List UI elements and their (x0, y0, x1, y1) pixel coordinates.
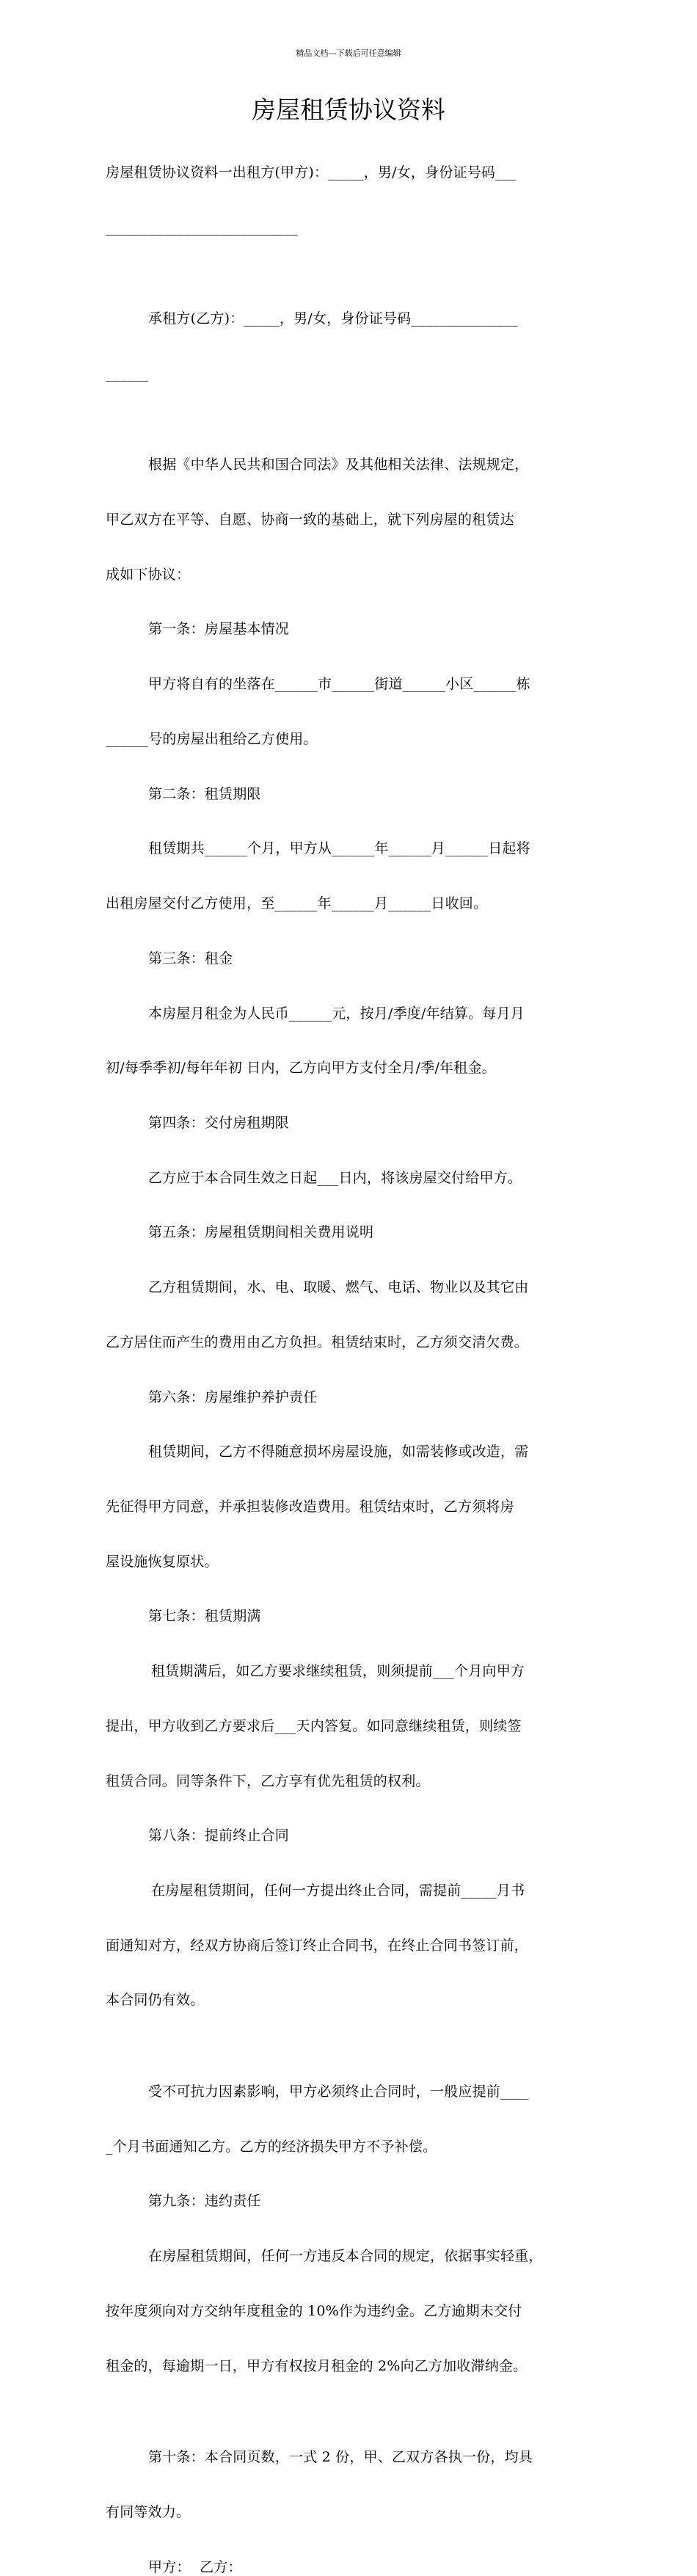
article-5-body (106, 1242, 596, 1388)
text-line: 初/每季季初/每年年初 日内，乙方向甲方支付全月/季/年租金。 (106, 1060, 496, 1077)
article-5-heading: 第五条：房屋租赁期间相关费用说明 (148, 1224, 374, 1241)
article-6-body (106, 1406, 596, 1607)
text-line: 甲乙双方在平等、自愿、协商一致的基础上，就下列房屋的租赁达 (106, 512, 514, 528)
text-line: 根据《中华人民共和国合同法》及其他相关法律、法规规定， (148, 456, 529, 473)
text-line: 租赁期间，乙方不得随意损坏房屋设施，如需装修或改造，需 (148, 1444, 529, 1460)
text-line: 在房屋租赁期间，任何一方违反本合同的规定，依据事实轻重， (148, 2248, 543, 2265)
text-line: 有同等效力。 (106, 2503, 191, 2520)
text-line: ______ (106, 365, 149, 382)
text-line: 乙方居住而产生的费用由乙方负担。租赁结束时，乙方须交清欠费。 (106, 1334, 529, 1350)
text-line: 成如下协议： (106, 566, 191, 583)
text-line: 租赁合同。同等条件下，乙方享有优先租赁的权利。 (106, 1772, 430, 1789)
text-line: 乙方租赁期间，水、电、取暖、燃气、电话、物业以及其它由 (148, 1279, 529, 1296)
text-line: 在房屋租赁期间，任何一方提出终止合同，需提前_____月书 (151, 1882, 525, 1899)
text-line: 本房屋月租金为人民币______元，按月/季度/年结算。每月月 (148, 1005, 525, 1022)
text-line: 屋设施恢复原状。 (106, 1553, 219, 1570)
text-line: 租金的，每逾期一日，甲方有权按月租金的 2%向乙方加收滞纳金。 (106, 2357, 528, 2374)
article-2-heading: 第二条：租赁期限 (148, 785, 261, 802)
article-9-body (106, 2211, 596, 2412)
article-1-body (106, 638, 596, 785)
preamble-paragraph (106, 420, 596, 621)
text-line: 提出，甲方收到乙方要求后___天内答复。如同意继续租赁，则续签 (106, 1717, 522, 1734)
party-b-line (106, 273, 596, 419)
text-line: ______号的房屋出租给乙方使用。 (106, 730, 318, 747)
article-7-body (106, 1626, 596, 1827)
text-line: 本合同仍有效。 (106, 1992, 205, 2009)
article-9-heading: 第九条：违约责任 (148, 2193, 261, 2210)
article-10-body (106, 2412, 596, 2558)
article-1-heading: 第一条：房屋基本情况 (148, 621, 290, 638)
article-4-heading: 第四条：交付房租期限 (148, 1114, 290, 1131)
text-line: 租赁期共______个月，甲方从______年______月______日起将 (148, 840, 530, 857)
page-header-note: 精品文档---下载后可任意编辑 (296, 48, 401, 58)
article-6-heading: 第六条：房屋维护养护责任 (148, 1389, 318, 1405)
article-8-force-majeure (106, 2046, 596, 2192)
article-7-heading: 第七条：租赁期满 (148, 1608, 261, 1625)
article-3-body (106, 968, 596, 1114)
signature-line: 甲方： 乙方： (148, 2558, 242, 2575)
text-line: _个月书面通知乙方。乙方的经济损失甲方不予补偿。 (106, 2138, 437, 2155)
article-8-heading: 第八条：提前终止合同 (148, 1827, 290, 1844)
text-line: 承租方(乙方)：_____，男/女，身份证号码_______________ (148, 310, 518, 327)
party-a-line (106, 127, 596, 273)
text-line: ___________________________ (106, 219, 298, 236)
text-line: 按年度须向对方交纳年度租金的 10%作为违约金。乙方逾期未交付 (106, 2302, 522, 2319)
text-line: 受不可抗力因素影响，甲方必须终止合同时，一般应提前____ (148, 2083, 529, 2100)
text-line: 第十条：本合同页数，一式 2 份，甲、乙双方各执一份，均具 (148, 2449, 533, 2466)
article-3-heading: 第三条：租金 (148, 950, 233, 967)
text-line: 甲方将自有的坐落在______市______街道______小区______栋 (148, 676, 530, 693)
article-2-body (106, 804, 596, 950)
document-body (106, 127, 596, 2576)
text-line: 出租房屋交付乙方使用，至______年______月______日收回。 (106, 895, 488, 912)
text-line: 租赁期满后，如乙方要求继续租赁，则须提前___个月向甲方 (151, 1663, 525, 1680)
text-line: 先征得甲方同意，并承担装修改造费用。租赁结束时，乙方须将房 (106, 1498, 514, 1515)
article-4-body (106, 1132, 596, 1224)
article-8-body (106, 1845, 596, 2046)
document-title: 房屋租赁协议资料 (252, 95, 445, 124)
text-line: 面通知对方，经双方协商后签订终止合同书，在终止合同书签订前， (106, 1937, 529, 1954)
text-line: 房屋租赁协议资料一出租方(甲方)：_____，男/女，身份证号码___ (106, 164, 517, 181)
text-line: 乙方应于本合同生效之日起___日内，将该房屋交付给甲方。 (148, 1169, 522, 1186)
